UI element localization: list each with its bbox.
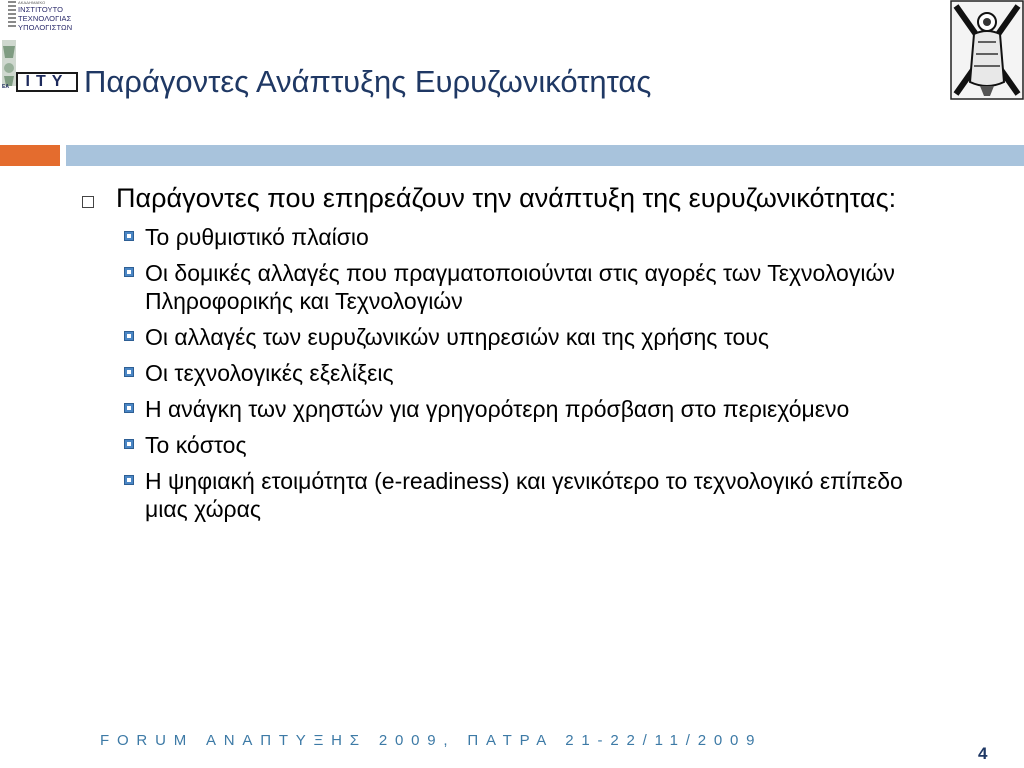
cti-logo — [0, 0, 82, 100]
accent-bar-orange — [0, 145, 60, 166]
ea-logo-text: ΕΑ — [2, 84, 9, 90]
logo-side-mark — [8, 1, 16, 43]
square-bullet-icon — [124, 439, 134, 449]
main-bullet — [80, 182, 980, 215]
institute-mini-text: ΑΚΑΔΗΜΑΪΚΟ — [18, 0, 46, 5]
saint-andrew-seal-icon — [950, 0, 1024, 100]
square-bullet-icon — [124, 367, 134, 377]
accent-bar-blue — [66, 145, 1024, 166]
sub-bullet-text: Η ανάγκη των χρηστών για γρηγορότερη πρόσβαση στο περιεχόμενο — [145, 396, 850, 422]
institute-line-2: ΤΕΧΝΟΛΟΓΙΑΣ — [18, 14, 72, 23]
square-bullet-icon — [124, 231, 134, 241]
sub-bullet-item — [124, 467, 980, 523]
sub-bullet-text: Οι δομικές αλλαγές που πραγματοποιούνται στις αγορές των Τεχνολογιών Πληροφορικής και Τεχνολογιών — [145, 260, 895, 314]
slide-title: Παράγοντες Ανάπτυξης Ευρυζωνικότητας — [84, 64, 652, 99]
square-bullet-icon — [124, 475, 134, 485]
sub-bullet-text: Οι αλλαγές των ευρυζωνικών υπηρεσιών και της χρήσης τους — [145, 324, 769, 350]
sub-bullet-list — [80, 223, 980, 523]
square-bullet-icon — [124, 267, 134, 277]
square-bullet-icon — [124, 403, 134, 413]
sub-bullet-text: Το κόστος — [145, 432, 247, 458]
hollow-square-bullet-icon — [82, 196, 94, 208]
main-bullet-text: Παράγοντες που επηρεάζουν την ανάπτυξη της ευρυζωνικότητας: — [116, 183, 897, 213]
sub-bullet-item — [124, 431, 980, 459]
slide-content — [80, 182, 980, 531]
sub-bullet-text: Η ψηφιακή ετοιμότητα (e-readiness) και γενικότερο το τεχνολογικό επίπεδο μιας χώρας — [145, 468, 903, 522]
institute-line-1: ΙΝΣΤΙΤΟΥΤΟ — [18, 5, 64, 14]
square-bullet-icon — [124, 331, 134, 341]
sub-bullet-item — [124, 395, 980, 423]
page-number: 4 — [978, 744, 988, 763]
sub-bullet-text: Οι τεχνολογικές εξελίξεις — [145, 360, 394, 386]
institute-line-3: ΥΠΟΛΟΓΙΣΤΩΝ — [18, 23, 73, 32]
institute-name — [18, 0, 80, 32]
sub-bullet-item — [124, 359, 980, 387]
sub-bullet-text: Το ρυθμιστικό πλαίσιο — [145, 224, 369, 250]
sub-bullet-item — [124, 223, 980, 251]
ity-logo-text: ITY — [16, 72, 78, 92]
footer-text: FORUM ΑΝΑΠΤΥΞΗΣ 2009, ΠΑΤΡΑ 21-22/11/2009 — [100, 732, 763, 749]
sub-bullet-item — [124, 259, 980, 315]
sub-bullet-item — [124, 323, 980, 351]
